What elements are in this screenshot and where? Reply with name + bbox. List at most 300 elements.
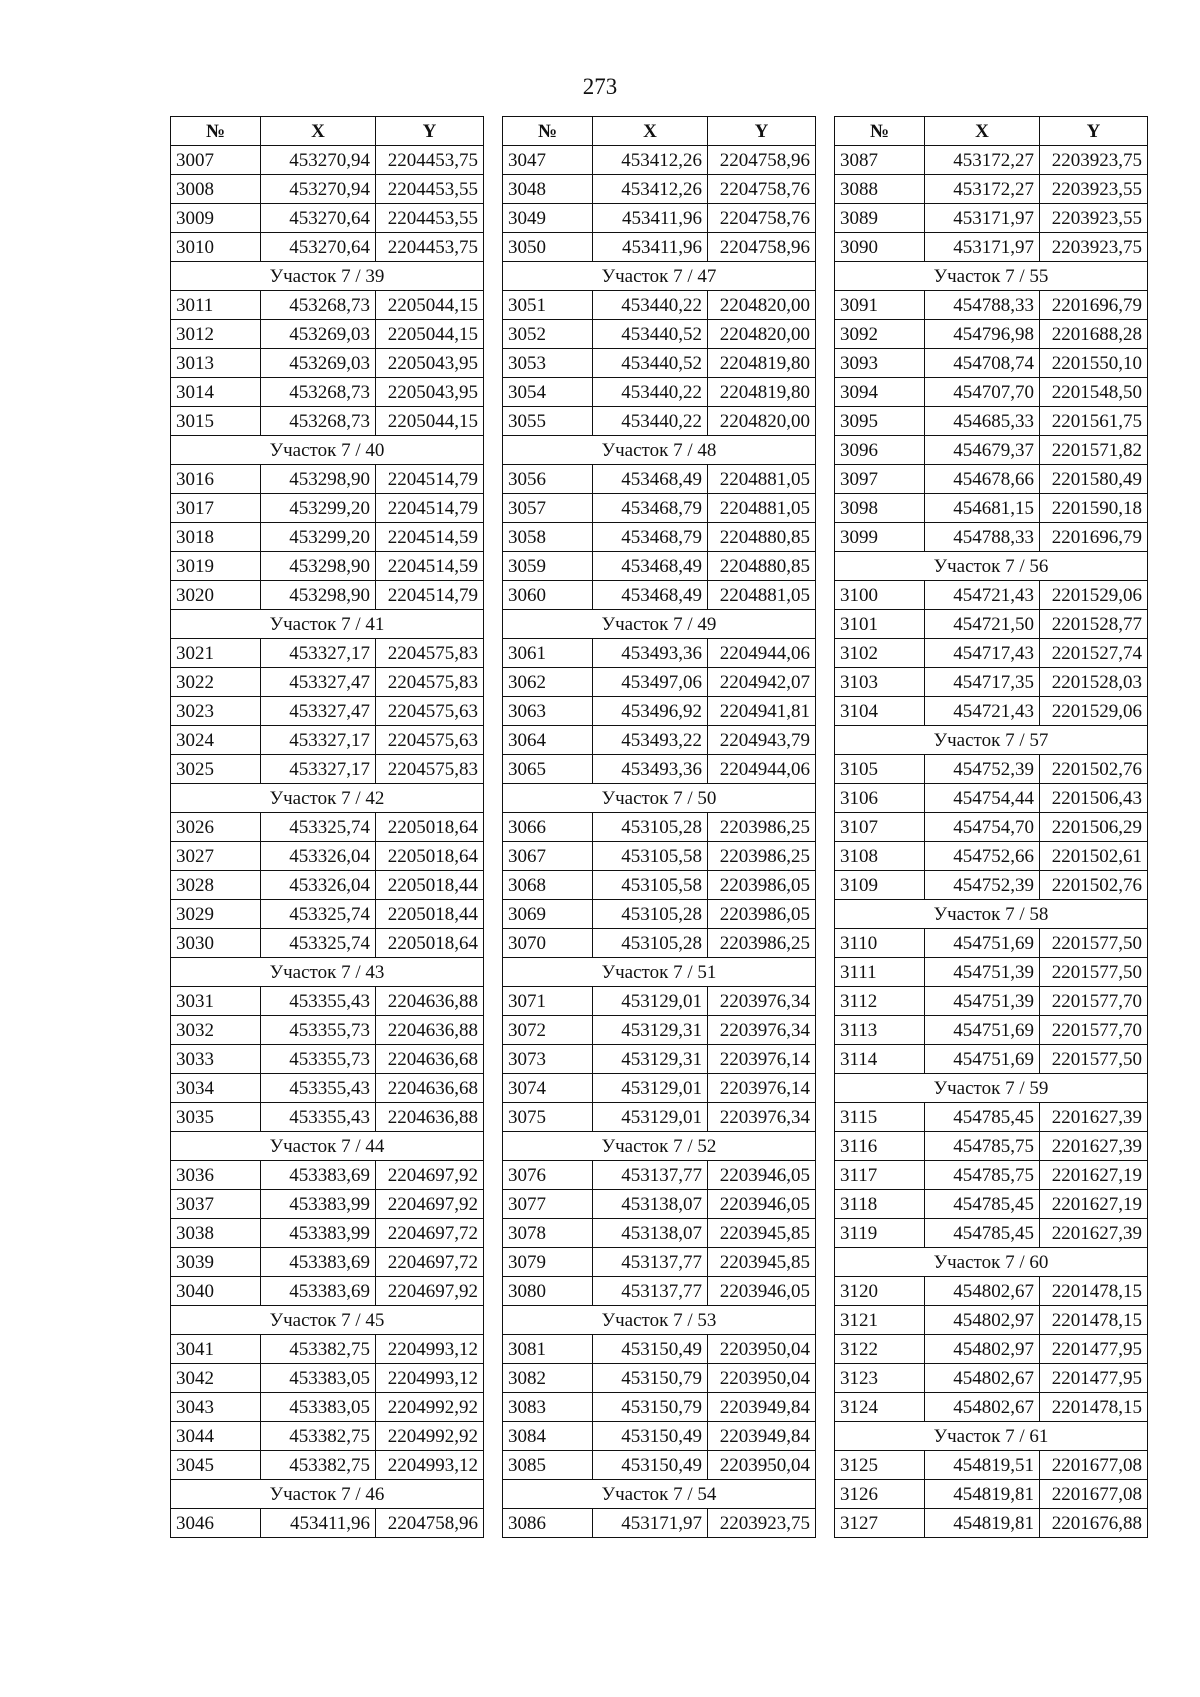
table-row bbox=[171, 1161, 484, 1190]
point-number-cell: 3032 bbox=[171, 1016, 261, 1045]
y-coordinate-cell: 2201506,29 bbox=[1040, 813, 1148, 842]
section-row bbox=[171, 1132, 484, 1161]
table-row bbox=[171, 291, 484, 320]
point-number-cell: 3119 bbox=[835, 1219, 925, 1248]
x-coordinate-cell: 454802,67 bbox=[925, 1393, 1040, 1422]
x-coordinate-cell: 453105,58 bbox=[593, 871, 708, 900]
x-coordinate-cell: 454819,81 bbox=[925, 1509, 1040, 1538]
point-number-cell: 3013 bbox=[171, 349, 261, 378]
y-coordinate-cell: 2201529,06 bbox=[1040, 581, 1148, 610]
table-row bbox=[503, 1016, 816, 1045]
x-coordinate-cell: 453468,79 bbox=[593, 494, 708, 523]
x-coordinate-cell: 453327,17 bbox=[261, 726, 376, 755]
section-label: Участок 7 / 43 bbox=[171, 958, 484, 987]
x-coordinate-cell: 453326,04 bbox=[261, 842, 376, 871]
y-coordinate-cell: 2204944,06 bbox=[708, 639, 816, 668]
x-coordinate-cell: 453129,01 bbox=[593, 1074, 708, 1103]
y-coordinate-cell: 2201571,82 bbox=[1040, 436, 1148, 465]
x-coordinate-cell: 453383,05 bbox=[261, 1393, 376, 1422]
x-coordinate-cell: 453269,03 bbox=[261, 320, 376, 349]
x-coordinate-cell: 454752,39 bbox=[925, 871, 1040, 900]
table-row bbox=[835, 1451, 1148, 1480]
x-coordinate-cell: 454788,33 bbox=[925, 291, 1040, 320]
point-number-cell: 3029 bbox=[171, 900, 261, 929]
y-coordinate-cell: 2203923,55 bbox=[1040, 175, 1148, 204]
x-coordinate-cell: 454785,75 bbox=[925, 1161, 1040, 1190]
point-number-cell: 3075 bbox=[503, 1103, 593, 1132]
table-row bbox=[171, 465, 484, 494]
x-coordinate-cell: 453355,73 bbox=[261, 1016, 376, 1045]
y-coordinate-cell: 2205018,64 bbox=[376, 929, 484, 958]
y-coordinate-cell: 2204820,00 bbox=[708, 407, 816, 436]
y-coordinate-cell: 2204575,63 bbox=[376, 697, 484, 726]
point-number-cell: 3025 bbox=[171, 755, 261, 784]
y-coordinate-cell: 2201627,39 bbox=[1040, 1103, 1148, 1132]
table-row bbox=[171, 349, 484, 378]
table-row bbox=[171, 987, 484, 1016]
x-coordinate-cell: 454751,69 bbox=[925, 1045, 1040, 1074]
y-coordinate-cell: 2201577,70 bbox=[1040, 987, 1148, 1016]
x-coordinate-cell: 453129,01 bbox=[593, 987, 708, 1016]
point-number-cell: 3011 bbox=[171, 291, 261, 320]
table-row bbox=[503, 1393, 816, 1422]
table-row bbox=[171, 1248, 484, 1277]
x-coordinate-cell: 453325,74 bbox=[261, 929, 376, 958]
x-coordinate-cell: 453440,22 bbox=[593, 291, 708, 320]
x-coordinate-cell: 454717,43 bbox=[925, 639, 1040, 668]
table-row bbox=[171, 320, 484, 349]
coordinates-table-3 bbox=[834, 116, 1148, 1538]
x-coordinate-cell: 453268,73 bbox=[261, 378, 376, 407]
table-row bbox=[503, 1161, 816, 1190]
x-coordinate-cell: 453150,79 bbox=[593, 1393, 708, 1422]
x-coordinate-cell: 453172,27 bbox=[925, 146, 1040, 175]
section-label: Участок 7 / 40 bbox=[171, 436, 484, 465]
table-row bbox=[835, 1509, 1148, 1538]
y-coordinate-cell: 2203986,05 bbox=[708, 871, 816, 900]
header-x: X bbox=[593, 117, 708, 146]
y-coordinate-cell: 2204514,79 bbox=[376, 465, 484, 494]
x-coordinate-cell: 454819,51 bbox=[925, 1451, 1040, 1480]
section-label: Участок 7 / 41 bbox=[171, 610, 484, 639]
x-coordinate-cell: 453268,73 bbox=[261, 407, 376, 436]
x-coordinate-cell: 454785,45 bbox=[925, 1190, 1040, 1219]
x-coordinate-cell: 453383,05 bbox=[261, 1364, 376, 1393]
y-coordinate-cell: 2204881,05 bbox=[708, 465, 816, 494]
x-coordinate-cell: 454785,45 bbox=[925, 1219, 1040, 1248]
point-number-cell: 3051 bbox=[503, 291, 593, 320]
x-coordinate-cell: 453325,74 bbox=[261, 813, 376, 842]
header-number: № bbox=[835, 117, 925, 146]
x-coordinate-cell: 454802,97 bbox=[925, 1335, 1040, 1364]
y-coordinate-cell: 2203946,05 bbox=[708, 1190, 816, 1219]
y-coordinate-cell: 2203950,04 bbox=[708, 1335, 816, 1364]
point-number-cell: 3070 bbox=[503, 929, 593, 958]
point-number-cell: 3071 bbox=[503, 987, 593, 1016]
table-row bbox=[171, 1190, 484, 1219]
point-number-cell: 3111 bbox=[835, 958, 925, 987]
point-number-cell: 3114 bbox=[835, 1045, 925, 1074]
table-row bbox=[503, 378, 816, 407]
table-row bbox=[171, 1451, 484, 1480]
point-number-cell: 3019 bbox=[171, 552, 261, 581]
x-coordinate-cell: 453138,07 bbox=[593, 1190, 708, 1219]
point-number-cell: 3108 bbox=[835, 842, 925, 871]
x-coordinate-cell: 453299,20 bbox=[261, 494, 376, 523]
point-number-cell: 3117 bbox=[835, 1161, 925, 1190]
table-row bbox=[503, 1422, 816, 1451]
x-coordinate-cell: 454708,74 bbox=[925, 349, 1040, 378]
section-row bbox=[503, 262, 816, 291]
point-number-cell: 3113 bbox=[835, 1016, 925, 1045]
x-coordinate-cell: 453440,52 bbox=[593, 349, 708, 378]
point-number-cell: 3112 bbox=[835, 987, 925, 1016]
x-coordinate-cell: 453270,64 bbox=[261, 204, 376, 233]
y-coordinate-cell: 2203945,85 bbox=[708, 1248, 816, 1277]
y-coordinate-cell: 2203986,25 bbox=[708, 813, 816, 842]
y-coordinate-cell: 2204880,85 bbox=[708, 552, 816, 581]
section-label: Участок 7 / 39 bbox=[171, 262, 484, 291]
section-row bbox=[503, 610, 816, 639]
table-row bbox=[835, 233, 1148, 262]
y-coordinate-cell: 2203950,04 bbox=[708, 1364, 816, 1393]
y-coordinate-cell: 2203946,05 bbox=[708, 1277, 816, 1306]
point-number-cell: 3085 bbox=[503, 1451, 593, 1480]
x-coordinate-cell: 453299,20 bbox=[261, 523, 376, 552]
section-row bbox=[835, 1248, 1148, 1277]
table-row bbox=[171, 1509, 484, 1538]
coordinates-table-1 bbox=[170, 116, 484, 1538]
x-coordinate-cell: 453171,97 bbox=[593, 1509, 708, 1538]
y-coordinate-cell: 2204514,59 bbox=[376, 552, 484, 581]
x-coordinate-cell: 453383,99 bbox=[261, 1190, 376, 1219]
point-number-cell: 3104 bbox=[835, 697, 925, 726]
y-coordinate-cell: 2203949,84 bbox=[708, 1422, 816, 1451]
point-number-cell: 3020 bbox=[171, 581, 261, 610]
table-row bbox=[171, 523, 484, 552]
section-row bbox=[835, 726, 1148, 755]
y-coordinate-cell: 2201478,15 bbox=[1040, 1306, 1148, 1335]
point-number-cell: 3087 bbox=[835, 146, 925, 175]
y-coordinate-cell: 2204944,06 bbox=[708, 755, 816, 784]
y-coordinate-cell: 2201502,76 bbox=[1040, 755, 1148, 784]
y-coordinate-cell: 2204697,92 bbox=[376, 1277, 484, 1306]
point-number-cell: 3007 bbox=[171, 146, 261, 175]
x-coordinate-cell: 453382,75 bbox=[261, 1422, 376, 1451]
x-coordinate-cell: 454721,43 bbox=[925, 581, 1040, 610]
point-number-cell: 3054 bbox=[503, 378, 593, 407]
y-coordinate-cell: 2201627,39 bbox=[1040, 1132, 1148, 1161]
y-coordinate-cell: 2201548,50 bbox=[1040, 378, 1148, 407]
x-coordinate-cell: 453129,31 bbox=[593, 1016, 708, 1045]
section-row bbox=[171, 784, 484, 813]
point-number-cell: 3053 bbox=[503, 349, 593, 378]
point-number-cell: 3064 bbox=[503, 726, 593, 755]
point-number-cell: 3080 bbox=[503, 1277, 593, 1306]
y-coordinate-cell: 2204636,68 bbox=[376, 1074, 484, 1103]
x-coordinate-cell: 454785,75 bbox=[925, 1132, 1040, 1161]
y-coordinate-cell: 2204636,88 bbox=[376, 987, 484, 1016]
point-number-cell: 3079 bbox=[503, 1248, 593, 1277]
x-coordinate-cell: 453440,22 bbox=[593, 407, 708, 436]
header-y: Y bbox=[708, 117, 816, 146]
header-x: X bbox=[261, 117, 376, 146]
table-row bbox=[503, 1190, 816, 1219]
x-coordinate-cell: 453411,96 bbox=[593, 233, 708, 262]
y-coordinate-cell: 2201577,50 bbox=[1040, 958, 1148, 987]
section-row bbox=[171, 1480, 484, 1509]
point-number-cell: 3110 bbox=[835, 929, 925, 958]
y-coordinate-cell: 2203986,05 bbox=[708, 900, 816, 929]
x-coordinate-cell: 453326,04 bbox=[261, 871, 376, 900]
y-coordinate-cell: 2205044,15 bbox=[376, 291, 484, 320]
table-row bbox=[503, 1045, 816, 1074]
table-header-row bbox=[503, 117, 816, 146]
x-coordinate-cell: 453440,52 bbox=[593, 320, 708, 349]
x-coordinate-cell: 453440,22 bbox=[593, 378, 708, 407]
point-number-cell: 3014 bbox=[171, 378, 261, 407]
header-x: X bbox=[925, 117, 1040, 146]
section-row bbox=[503, 1480, 816, 1509]
x-coordinate-cell: 453493,22 bbox=[593, 726, 708, 755]
x-coordinate-cell: 453105,28 bbox=[593, 900, 708, 929]
y-coordinate-cell: 2204820,00 bbox=[708, 320, 816, 349]
table-row bbox=[503, 755, 816, 784]
x-coordinate-cell: 453355,43 bbox=[261, 1074, 376, 1103]
table-row bbox=[503, 233, 816, 262]
x-coordinate-cell: 454819,81 bbox=[925, 1480, 1040, 1509]
y-coordinate-cell: 2204697,92 bbox=[376, 1161, 484, 1190]
header-number: № bbox=[171, 117, 261, 146]
x-coordinate-cell: 453355,43 bbox=[261, 987, 376, 1016]
section-label: Участок 7 / 55 bbox=[835, 262, 1148, 291]
y-coordinate-cell: 2204758,76 bbox=[708, 175, 816, 204]
table-row bbox=[835, 784, 1148, 813]
x-coordinate-cell: 454685,33 bbox=[925, 407, 1040, 436]
x-coordinate-cell: 453268,73 bbox=[261, 291, 376, 320]
y-coordinate-cell: 2204993,12 bbox=[376, 1451, 484, 1480]
y-coordinate-cell: 2201696,79 bbox=[1040, 291, 1148, 320]
section-label: Участок 7 / 57 bbox=[835, 726, 1148, 755]
y-coordinate-cell: 2204453,75 bbox=[376, 233, 484, 262]
table-row bbox=[503, 291, 816, 320]
y-coordinate-cell: 2203950,04 bbox=[708, 1451, 816, 1480]
y-coordinate-cell: 2204943,79 bbox=[708, 726, 816, 755]
x-coordinate-cell: 453138,07 bbox=[593, 1219, 708, 1248]
table-row bbox=[835, 1306, 1148, 1335]
y-coordinate-cell: 2203923,75 bbox=[1040, 233, 1148, 262]
table-row bbox=[171, 407, 484, 436]
y-coordinate-cell: 2201676,88 bbox=[1040, 1509, 1148, 1538]
point-number-cell: 3089 bbox=[835, 204, 925, 233]
y-coordinate-cell: 2204820,00 bbox=[708, 291, 816, 320]
y-coordinate-cell: 2204992,92 bbox=[376, 1393, 484, 1422]
table-row bbox=[835, 639, 1148, 668]
y-coordinate-cell: 2201550,10 bbox=[1040, 349, 1148, 378]
point-number-cell: 3107 bbox=[835, 813, 925, 842]
section-label: Участок 7 / 56 bbox=[835, 552, 1148, 581]
point-number-cell: 3026 bbox=[171, 813, 261, 842]
table-row bbox=[835, 1364, 1148, 1393]
table-row bbox=[171, 494, 484, 523]
x-coordinate-cell: 454785,45 bbox=[925, 1103, 1040, 1132]
x-coordinate-cell: 454788,33 bbox=[925, 523, 1040, 552]
table-row bbox=[171, 1074, 484, 1103]
x-coordinate-cell: 453129,01 bbox=[593, 1103, 708, 1132]
table-row bbox=[171, 639, 484, 668]
x-coordinate-cell: 453468,79 bbox=[593, 523, 708, 552]
header-number: № bbox=[503, 117, 593, 146]
x-coordinate-cell: 453496,92 bbox=[593, 697, 708, 726]
table-row bbox=[171, 900, 484, 929]
y-coordinate-cell: 2204575,63 bbox=[376, 726, 484, 755]
table-row bbox=[835, 697, 1148, 726]
y-coordinate-cell: 2201627,19 bbox=[1040, 1161, 1148, 1190]
y-coordinate-cell: 2201527,74 bbox=[1040, 639, 1148, 668]
table-row bbox=[503, 813, 816, 842]
point-number-cell: 3096 bbox=[835, 436, 925, 465]
table-row bbox=[503, 1335, 816, 1364]
table-row bbox=[835, 1190, 1148, 1219]
table-row bbox=[171, 697, 484, 726]
table-row bbox=[503, 639, 816, 668]
point-number-cell: 3045 bbox=[171, 1451, 261, 1480]
x-coordinate-cell: 453383,69 bbox=[261, 1161, 376, 1190]
page-number: 273 bbox=[582, 74, 618, 99]
point-number-cell: 3082 bbox=[503, 1364, 593, 1393]
y-coordinate-cell: 2201696,79 bbox=[1040, 523, 1148, 552]
y-coordinate-cell: 2204819,80 bbox=[708, 378, 816, 407]
x-coordinate-cell: 453150,49 bbox=[593, 1422, 708, 1451]
table-row bbox=[503, 1103, 816, 1132]
y-coordinate-cell: 2204758,96 bbox=[376, 1509, 484, 1538]
table-row bbox=[171, 1103, 484, 1132]
section-label: Участок 7 / 50 bbox=[503, 784, 816, 813]
table-row bbox=[171, 378, 484, 407]
x-coordinate-cell: 454754,70 bbox=[925, 813, 1040, 842]
point-number-cell: 3041 bbox=[171, 1335, 261, 1364]
x-coordinate-cell: 453411,96 bbox=[593, 204, 708, 233]
table-row bbox=[835, 378, 1148, 407]
y-coordinate-cell: 2204758,96 bbox=[708, 146, 816, 175]
table-row bbox=[503, 1277, 816, 1306]
x-coordinate-cell: 453171,97 bbox=[925, 204, 1040, 233]
table-row bbox=[171, 1016, 484, 1045]
x-coordinate-cell: 453129,31 bbox=[593, 1045, 708, 1074]
y-coordinate-cell: 2204514,79 bbox=[376, 581, 484, 610]
y-coordinate-cell: 2205018,64 bbox=[376, 842, 484, 871]
y-coordinate-cell: 2203945,85 bbox=[708, 1219, 816, 1248]
x-coordinate-cell: 454681,15 bbox=[925, 494, 1040, 523]
x-coordinate-cell: 454796,98 bbox=[925, 320, 1040, 349]
table-row bbox=[171, 581, 484, 610]
section-label: Участок 7 / 53 bbox=[503, 1306, 816, 1335]
table-row bbox=[171, 668, 484, 697]
point-number-cell: 3012 bbox=[171, 320, 261, 349]
y-coordinate-cell: 2204758,76 bbox=[708, 204, 816, 233]
x-coordinate-cell: 453412,26 bbox=[593, 146, 708, 175]
x-coordinate-cell: 453298,90 bbox=[261, 552, 376, 581]
point-number-cell: 3023 bbox=[171, 697, 261, 726]
point-number-cell: 3044 bbox=[171, 1422, 261, 1451]
section-label: Участок 7 / 58 bbox=[835, 900, 1148, 929]
table-row bbox=[503, 494, 816, 523]
x-coordinate-cell: 453270,94 bbox=[261, 175, 376, 204]
y-coordinate-cell: 2201677,08 bbox=[1040, 1451, 1148, 1480]
x-coordinate-cell: 454707,70 bbox=[925, 378, 1040, 407]
point-number-cell: 3101 bbox=[835, 610, 925, 639]
point-number-cell: 3106 bbox=[835, 784, 925, 813]
x-coordinate-cell: 454678,66 bbox=[925, 465, 1040, 494]
x-coordinate-cell: 453327,17 bbox=[261, 639, 376, 668]
y-coordinate-cell: 2203923,75 bbox=[708, 1509, 816, 1538]
x-coordinate-cell: 453468,49 bbox=[593, 465, 708, 494]
y-coordinate-cell: 2204636,88 bbox=[376, 1016, 484, 1045]
point-number-cell: 3083 bbox=[503, 1393, 593, 1422]
table-row bbox=[171, 175, 484, 204]
x-coordinate-cell: 453468,49 bbox=[593, 552, 708, 581]
table-row bbox=[171, 1422, 484, 1451]
table-row bbox=[503, 175, 816, 204]
x-coordinate-cell: 453171,97 bbox=[925, 233, 1040, 262]
table-row bbox=[835, 581, 1148, 610]
table-row bbox=[171, 755, 484, 784]
x-coordinate-cell: 453383,99 bbox=[261, 1219, 376, 1248]
point-number-cell: 3027 bbox=[171, 842, 261, 871]
y-coordinate-cell: 2204758,96 bbox=[708, 233, 816, 262]
point-number-cell: 3043 bbox=[171, 1393, 261, 1422]
table-row bbox=[835, 204, 1148, 233]
point-number-cell: 3038 bbox=[171, 1219, 261, 1248]
x-coordinate-cell: 453493,36 bbox=[593, 755, 708, 784]
point-number-cell: 3109 bbox=[835, 871, 925, 900]
section-row bbox=[171, 262, 484, 291]
point-number-cell: 3123 bbox=[835, 1364, 925, 1393]
x-coordinate-cell: 454752,66 bbox=[925, 842, 1040, 871]
y-coordinate-cell: 2201478,15 bbox=[1040, 1393, 1148, 1422]
table-row bbox=[835, 1335, 1148, 1364]
table-row bbox=[171, 726, 484, 755]
point-number-cell: 3030 bbox=[171, 929, 261, 958]
table-row bbox=[503, 1248, 816, 1277]
point-number-cell: 3059 bbox=[503, 552, 593, 581]
y-coordinate-cell: 2203976,34 bbox=[708, 1016, 816, 1045]
x-coordinate-cell: 453137,77 bbox=[593, 1277, 708, 1306]
y-coordinate-cell: 2201627,19 bbox=[1040, 1190, 1148, 1219]
y-coordinate-cell: 2204881,05 bbox=[708, 494, 816, 523]
section-row bbox=[835, 1074, 1148, 1103]
header-y: Y bbox=[1040, 117, 1148, 146]
y-coordinate-cell: 2201528,03 bbox=[1040, 668, 1148, 697]
coordinates-table-2 bbox=[502, 116, 816, 1538]
x-coordinate-cell: 454754,44 bbox=[925, 784, 1040, 813]
table-row bbox=[171, 1335, 484, 1364]
table-row bbox=[171, 1045, 484, 1074]
section-row bbox=[835, 1422, 1148, 1451]
point-number-cell: 3097 bbox=[835, 465, 925, 494]
table-row bbox=[835, 465, 1148, 494]
y-coordinate-cell: 2204942,07 bbox=[708, 668, 816, 697]
section-row bbox=[835, 552, 1148, 581]
point-number-cell: 3086 bbox=[503, 1509, 593, 1538]
point-number-cell: 3037 bbox=[171, 1190, 261, 1219]
point-number-cell: 3102 bbox=[835, 639, 925, 668]
y-coordinate-cell: 2204575,83 bbox=[376, 639, 484, 668]
table-header-row bbox=[835, 117, 1148, 146]
point-number-cell: 3078 bbox=[503, 1219, 593, 1248]
table-row bbox=[835, 1480, 1148, 1509]
x-coordinate-cell: 453105,58 bbox=[593, 842, 708, 871]
